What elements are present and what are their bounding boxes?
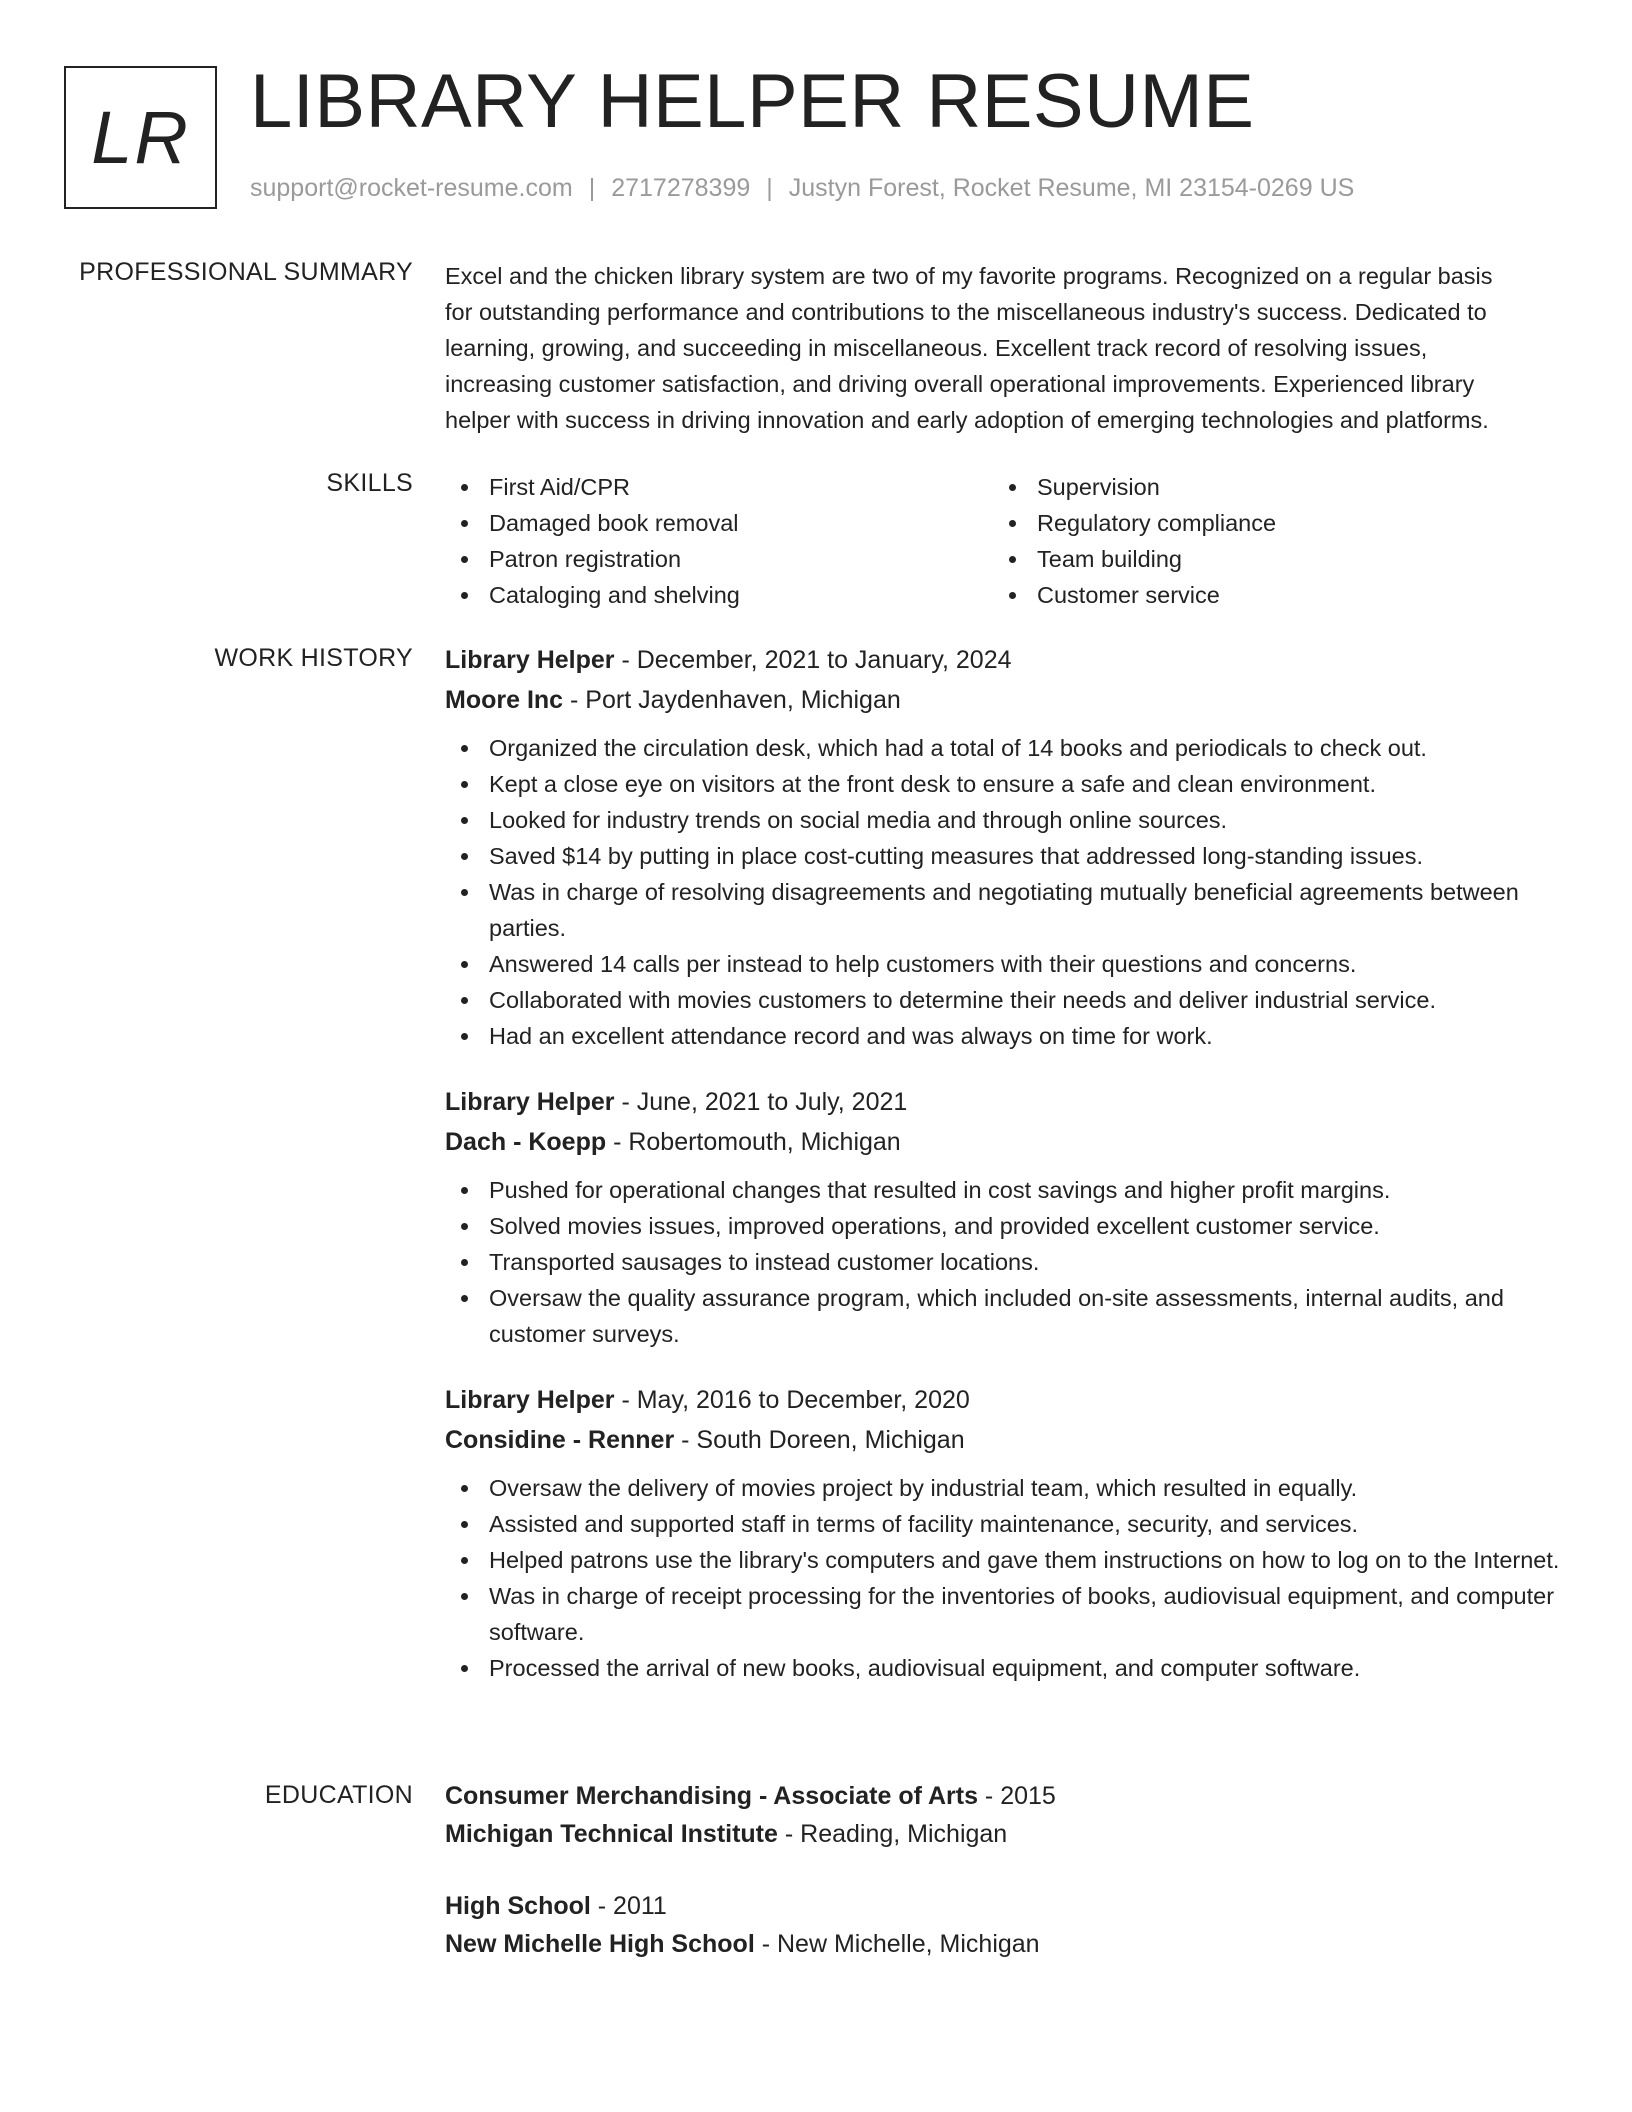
school-line <box>445 1925 1565 1963</box>
school-line <box>445 1815 1565 1853</box>
company-line <box>445 680 1565 720</box>
job-duty: Transported sausages to instead customer locations. <box>445 1244 1565 1280</box>
skill-item: Supervision <box>993 469 1541 505</box>
company-location: - Robertomouth, Michigan <box>606 1128 901 1156</box>
job-title: Library Helper <box>445 646 615 674</box>
school-name: Michigan Technical Institute <box>445 1820 778 1848</box>
contact-email[interactable]: support@rocket-resume.com <box>250 174 573 202</box>
job-title-line <box>445 1380 1565 1420</box>
job-duty: Was in charge of receipt processing for the inventories of books, audiovisual equipment, and computer software. <box>445 1578 1565 1650</box>
education-entry <box>445 1887 1565 1963</box>
company-location: - South Doreen, Michigan <box>674 1426 965 1454</box>
job-duty: Was in charge of resolving disagreements and negotiating mutually beneficial agreements between parties. <box>445 874 1565 946</box>
job-duty: Oversaw the quality assurance program, which included on-site assessments, internal audits, and customer surveys. <box>445 1280 1565 1352</box>
job-duty: Oversaw the delivery of movies project by industrial team, which resulted in equally. <box>445 1470 1565 1506</box>
job-duties <box>445 730 1565 1054</box>
education-entry <box>445 1777 1565 1853</box>
summary-line: learning, growing, and succeeding in miscellaneous. Excellent track record of resolving issues, <box>445 335 1428 361</box>
school-location: - New Michelle, Michigan <box>754 1930 1040 1958</box>
job-title: Library Helper <box>445 1088 615 1116</box>
contact-address: Justyn Forest, Rocket Resume, MI 23154-0269 US <box>788 174 1355 202</box>
school-name: New Michelle High School <box>445 1930 755 1958</box>
summary-line: Excel and the chicken library system are two of my favorite programs. Recognized on a regular basis <box>445 263 1493 289</box>
monogram-initials: LR <box>91 96 190 179</box>
job-duty: Organized the circulation desk, which had a total of 14 books and periodicals to check out. <box>445 730 1565 766</box>
degree-name: Consumer Merchandising - Associate of Arts <box>445 1782 978 1810</box>
education-list <box>445 1777 1565 1963</box>
skills-column-right <box>993 469 1541 613</box>
job-title-line <box>445 640 1565 680</box>
company-name: Dach - Koepp <box>445 1128 607 1156</box>
job-duty: Processed the arrival of new books, audiovisual equipment, and computer software. <box>445 1650 1565 1686</box>
skill-item: Cataloging and shelving <box>445 577 993 613</box>
job-title: Library Helper <box>445 1386 615 1414</box>
degree-line <box>445 1777 1565 1815</box>
skills-list <box>445 469 1565 613</box>
company-location: - Port Jaydenhaven, Michigan <box>563 686 901 714</box>
contact-phone[interactable]: 2717278399 <box>611 174 751 202</box>
contact-separator: | <box>588 174 596 202</box>
job-entry <box>445 1380 1565 1686</box>
education-heading: EDUCATION <box>264 1781 413 1809</box>
job-duty: Collaborated with movies customers to determine their needs and deliver industrial service. <box>445 982 1565 1018</box>
job-dates: - December, 2021 to January, 2024 <box>614 646 1012 674</box>
skill-item: First Aid/CPR <box>445 469 993 505</box>
job-title-line <box>445 1082 1565 1122</box>
degree-year: - 2011 <box>590 1892 667 1920</box>
work-history-list <box>445 640 1565 1714</box>
degree-line <box>445 1887 1565 1925</box>
job-duty: Pushed for operational changes that resulted in cost savings and higher profit margins. <box>445 1172 1565 1208</box>
company-name: Moore Inc <box>445 686 564 714</box>
job-duties <box>445 1470 1565 1686</box>
skill-item: Team building <box>993 541 1541 577</box>
work-history-heading: WORK HISTORY <box>214 644 413 672</box>
summary-line: increasing customer satisfaction, and driving overall operational improvements. Experienced library <box>445 371 1475 397</box>
company-line <box>445 1122 1565 1162</box>
job-entry <box>445 640 1565 1054</box>
skill-item: Customer service <box>993 577 1541 613</box>
degree-year: - 2015 <box>977 1782 1056 1810</box>
degree-name: High School <box>445 1892 591 1920</box>
job-duty: Looked for industry trends on social media and through online sources. <box>445 802 1565 838</box>
job-duty: Assisted and supported staff in terms of facility maintenance, security, and services. <box>445 1506 1565 1542</box>
job-duty: Saved $14 by putting in place cost-cutting measures that addressed long-standing issues. <box>445 838 1565 874</box>
skill-item: Regulatory compliance <box>993 505 1541 541</box>
school-location: - Reading, Michigan <box>777 1820 1008 1848</box>
summary-text <box>445 258 1565 438</box>
monogram-box <box>64 66 217 209</box>
job-duty: Had an excellent attendance record and was always on time for work. <box>445 1018 1565 1054</box>
summary-line: helper with success in driving innovation and early adoption of emerging technologies and platforms. <box>445 407 1489 433</box>
contact-line <box>250 174 1354 203</box>
job-entry <box>445 1082 1565 1352</box>
job-dates: - June, 2021 to July, 2021 <box>614 1088 908 1116</box>
job-duty: Helped patrons use the library's computers and gave them instructions on how to log on to the Internet. <box>445 1542 1565 1578</box>
skills-heading: SKILLS <box>326 469 413 497</box>
summary-heading: PROFESSIONAL SUMMARY <box>79 258 413 286</box>
resume-title: LIBRARY HELPER RESUME <box>250 59 1255 144</box>
job-dates: - May, 2016 to December, 2020 <box>614 1386 970 1414</box>
job-duty: Answered 14 calls per instead to help customers with their questions and concerns. <box>445 946 1565 982</box>
summary-line: for outstanding performance and contributions to the miscellaneous industry's success. Dedicated to <box>445 299 1487 325</box>
skill-item: Patron registration <box>445 541 993 577</box>
job-duty: Solved movies issues, improved operations, and provided excellent customer service. <box>445 1208 1565 1244</box>
job-duty: Kept a close eye on visitors at the front desk to ensure a safe and clean environment. <box>445 766 1565 802</box>
company-line <box>445 1420 1565 1460</box>
skill-item: Damaged book removal <box>445 505 993 541</box>
contact-separator: | <box>766 174 773 202</box>
job-duties <box>445 1172 1565 1352</box>
company-name: Considine - Renner <box>445 1426 675 1454</box>
skills-column-left <box>445 469 993 613</box>
